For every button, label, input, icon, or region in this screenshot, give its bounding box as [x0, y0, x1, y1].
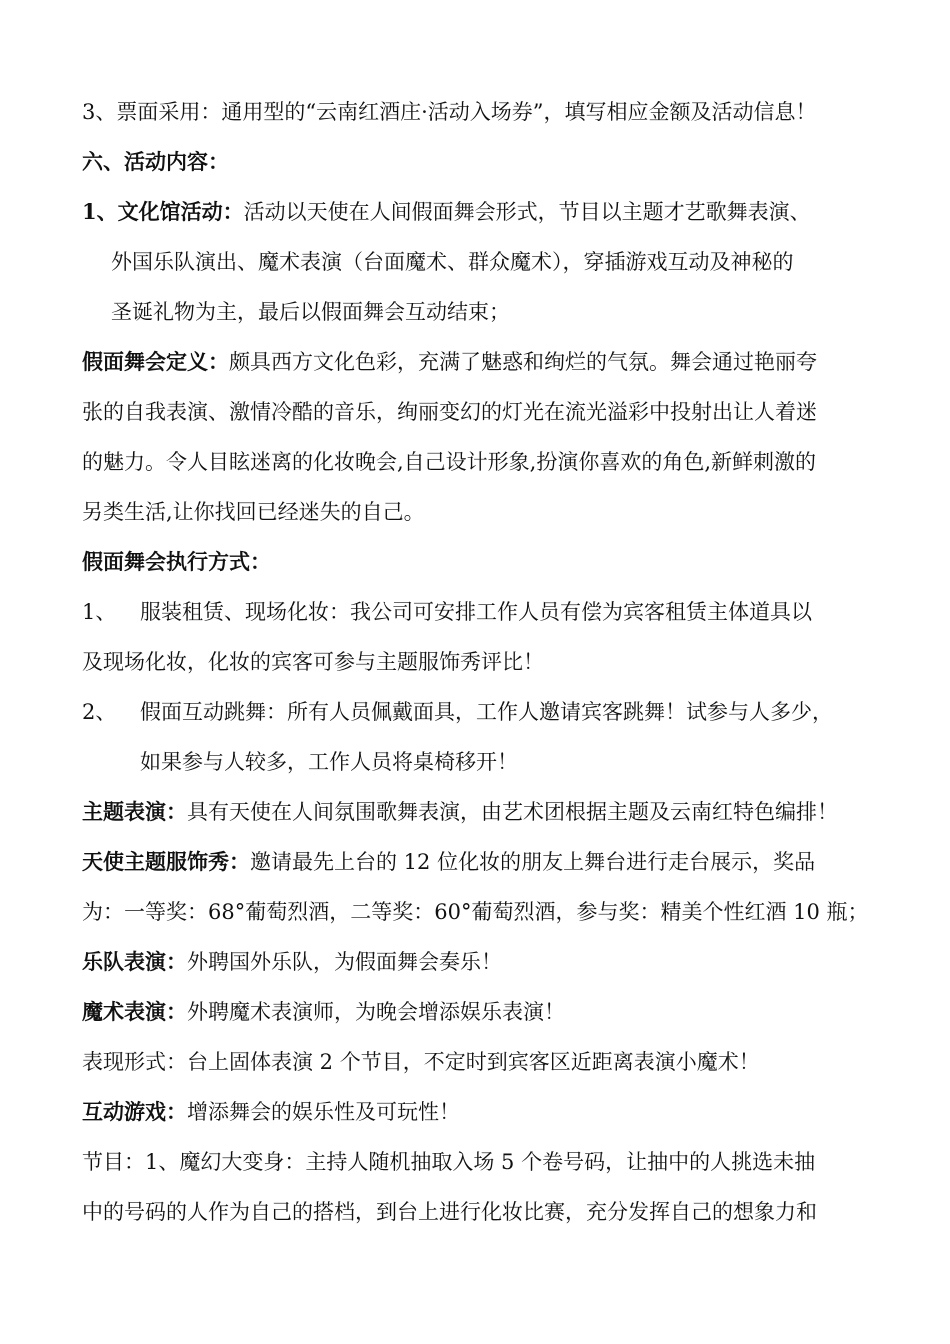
paragraph-line	[82, 1097, 882, 1127]
item-text: 外聘国外乐队，为假面舞会奏乐！	[187, 950, 502, 974]
list-number: 1、	[82, 600, 117, 624]
paragraph-line	[82, 947, 882, 977]
text-line: 节目：1、魔幻大变身：主持人随机抽取入场 5 个卷号码，让抽中的人挑选未抽	[82, 1150, 816, 1174]
item-heading: 魔术表演：	[82, 999, 187, 1024]
item-text: 邀请最先上台的 12 位化妆的朋友上舞台进行走台展示，奖品	[250, 850, 816, 874]
item-text: 增添舞会的娱乐性及可玩性！	[187, 1100, 460, 1124]
subsection-heading: 假面舞会执行方式：	[82, 549, 271, 574]
text-line: 圣诞礼物为主，最后以假面舞会互动结束；	[111, 300, 510, 324]
item-heading: 天使主题服饰秀：	[82, 849, 250, 874]
text-line: 中的号码的人作为自己的搭档，到台上进行化妆比赛，充分发挥自己的想象力和	[82, 1200, 817, 1224]
text-line: 为：一等奖：68°葡萄烈酒，二等奖：60°葡萄烈酒，参与奖：精美个性红酒 10 瓶；	[82, 900, 869, 924]
text-line: 的魅力。令人目眩迷离的化妆晚会,自己设计形象,扮演你喜欢的角色,新鲜刺激的	[82, 450, 817, 474]
text-line: 外国乐队演出、魔术表演（台面魔术、群众魔术），穿插游戏互动及神秘的	[111, 250, 794, 274]
text-line: 另类生活,让你找回已经迷失的自己。	[82, 500, 425, 524]
text-line: 表现形式：台上固体表演 2 个节目，不定时到宾客区近距离表演小魔术！	[82, 1050, 760, 1074]
text-line: 张的自我表演、激情冷酷的音乐，绚丽变幻的灯光在流光溢彩中投射出让人着迷	[82, 400, 817, 424]
list-number: 2、	[82, 700, 117, 724]
paragraph-line	[82, 847, 882, 877]
item-heading: 互动游戏：	[82, 1099, 187, 1124]
item-text: 颇具西方文化色彩，充满了魅惑和绚烂的气氛。舞会通过艳丽夸	[229, 350, 817, 374]
section-heading: 六、活动内容：	[82, 149, 229, 174]
item-heading: 1、文化馆活动：	[82, 199, 244, 224]
item-text: 具有天使在人间氛围歌舞表演，由艺术团根据主题及云南红特色编排！	[187, 800, 838, 824]
list-text: 假面互动跳舞：所有人员佩戴面具，工作人邀请宾客跳舞！试参与人多少，	[140, 700, 833, 724]
item-heading: 主题表演：	[82, 799, 187, 824]
item-heading: 假面舞会定义：	[82, 349, 229, 374]
text-line: 及现场化妆，化妆的宾客可参与主题服饰秀评比！	[82, 650, 544, 674]
item-text: 活动以天使在人间假面舞会形式，节目以主题才艺歌舞表演、	[243, 200, 811, 224]
item-text: 外聘魔术表演师，为晚会增添娱乐表演！	[187, 1000, 565, 1024]
numbered-line	[82, 697, 882, 727]
paragraph-line	[82, 797, 882, 827]
item-heading: 乐队表演：	[82, 949, 187, 974]
list-text: 服装租赁、现场化妆：我公司可安排工作人员有偿为宾客租赁主体道具以	[140, 600, 812, 624]
text-line: 3、票面采用：通用型的“云南红酒庄·活动入场券”，填写相应金额及活动信息！	[82, 100, 817, 124]
paragraph-line	[82, 197, 882, 227]
text-line: 如果参与人较多，工作人员将桌椅移开！	[140, 750, 518, 774]
paragraph-line	[82, 997, 882, 1027]
numbered-line	[82, 597, 882, 627]
paragraph-line	[82, 347, 882, 377]
